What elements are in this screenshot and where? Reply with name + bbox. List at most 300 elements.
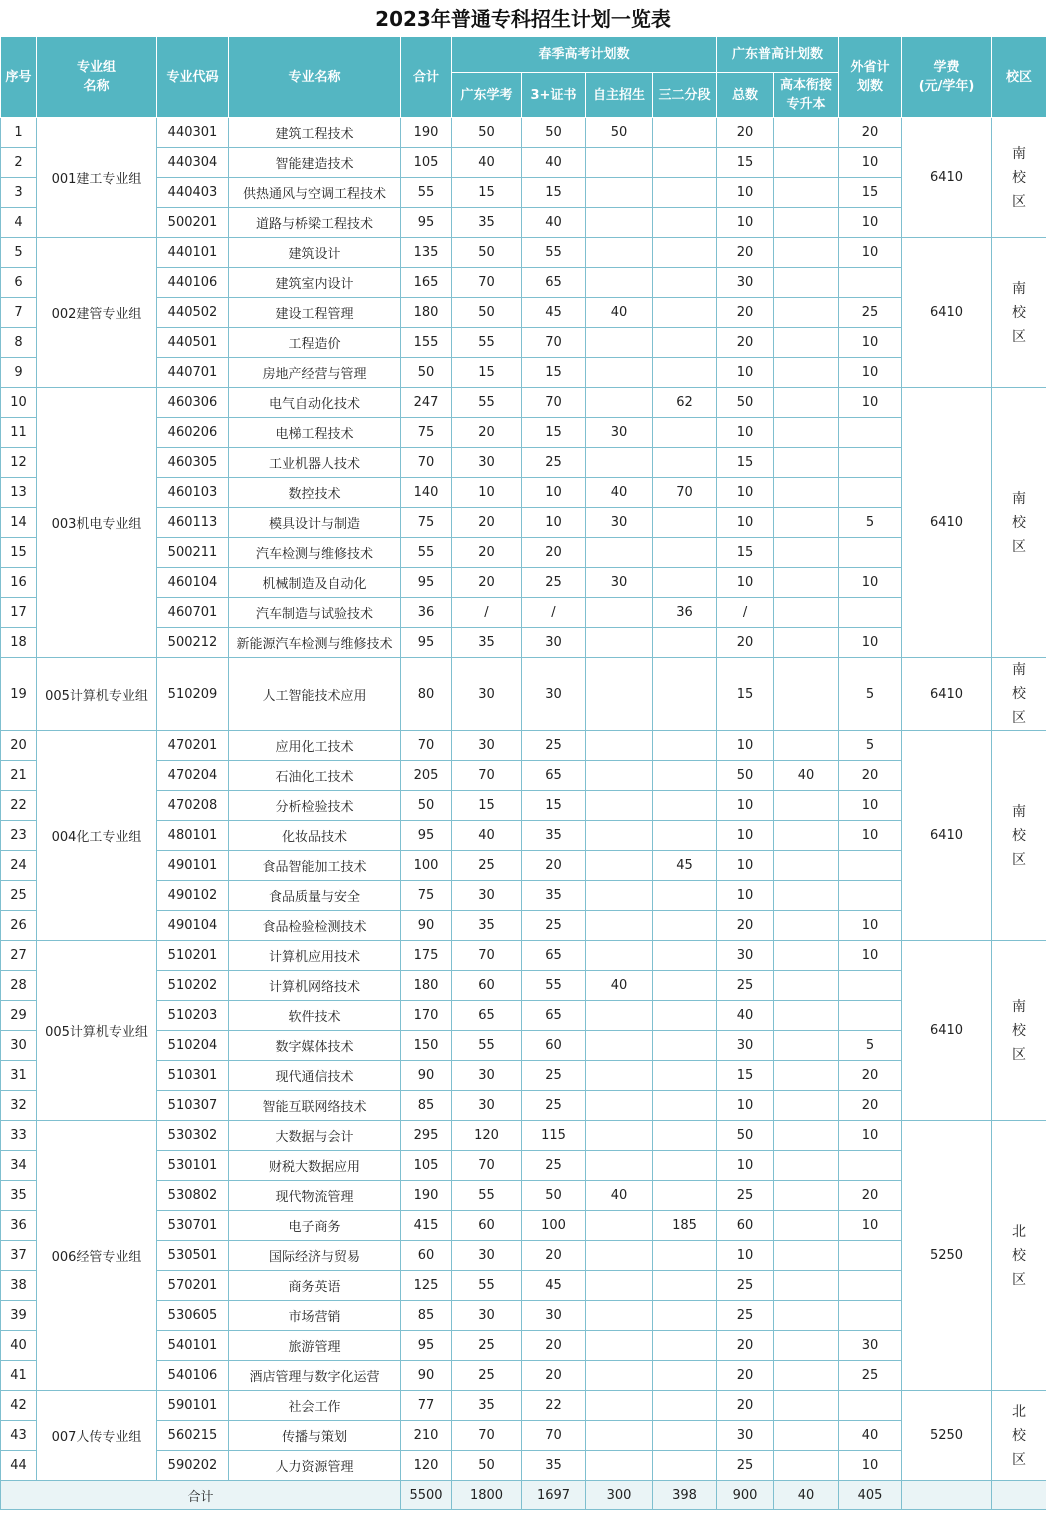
cell-gaoben	[774, 1091, 839, 1121]
cell-outer: 5	[839, 731, 902, 761]
cell-pg-total: 10	[717, 881, 774, 911]
cell-seq: 36	[1, 1211, 37, 1241]
cell-seq: 6	[1, 268, 37, 298]
cell-code: 510202	[157, 971, 229, 1001]
cell-total: 90	[401, 1061, 452, 1091]
cell-gd-xuekao: 35	[452, 628, 522, 658]
table-row	[1, 358, 1046, 388]
cell-cert: 30	[522, 1301, 586, 1331]
cell-outer	[839, 448, 902, 478]
campus-char: 校	[1012, 514, 1027, 531]
cell-gd-xuekao: 70	[452, 761, 522, 791]
cell-major-name: 房地产经营与管理	[229, 358, 401, 388]
cell-campus	[992, 388, 1046, 658]
campus-char: 校	[1012, 1022, 1027, 1039]
cell-self	[586, 388, 653, 418]
cell-cert: 65	[522, 941, 586, 971]
total-value: 5500	[401, 1481, 452, 1510]
cell-code: 440701	[157, 358, 229, 388]
cell-code: 460306	[157, 388, 229, 418]
cell-gaoben	[774, 1361, 839, 1391]
cell-major-name: 软件技术	[229, 1001, 401, 1031]
cell-total: 180	[401, 971, 452, 1001]
cell-code: 460206	[157, 418, 229, 448]
cell-total: 165	[401, 268, 452, 298]
table-row	[1, 1091, 1046, 1121]
cell-gaoben	[774, 208, 839, 238]
total-label: 合计	[1, 1481, 401, 1510]
cell-gaoben	[774, 268, 839, 298]
page-title: 2023年普通专科招生计划一览表	[375, 7, 671, 31]
cell-self	[586, 1451, 653, 1481]
cell-self	[586, 1421, 653, 1451]
cell-total: 90	[401, 911, 452, 941]
cell-gd-xuekao: 40	[452, 821, 522, 851]
cell-code: 560215	[157, 1421, 229, 1451]
cell-outer: 25	[839, 298, 902, 328]
campus-char: 区	[1012, 538, 1027, 555]
cell-major-name: 建筑设计	[229, 238, 401, 268]
header-gd-xuekao: 广东学考	[452, 73, 522, 118]
cell-seq: 39	[1, 1301, 37, 1331]
total-value: 1800	[452, 1481, 522, 1510]
cell-cert: 25	[522, 1061, 586, 1091]
cell-cert: 65	[522, 268, 586, 298]
cell-total: 210	[401, 1421, 452, 1451]
cell-seq: 13	[1, 478, 37, 508]
cell-major-name: 食品质量与安全	[229, 881, 401, 911]
cell-major-name: 智能互联网络技术	[229, 1091, 401, 1121]
cell-seq: 18	[1, 628, 37, 658]
cell-gaoben	[774, 598, 839, 628]
cell-gaoben	[774, 568, 839, 598]
cell-campus	[992, 1121, 1046, 1391]
cell-seq: 8	[1, 328, 37, 358]
header-fee: 学费 (元/学年)	[902, 37, 992, 118]
cell-code: 510204	[157, 1031, 229, 1061]
cell-three-two	[653, 881, 717, 911]
cell-outer: 10	[839, 791, 902, 821]
cell-major-name: 模具设计与制造	[229, 508, 401, 538]
total-value: 405	[839, 1481, 902, 1510]
cell-gd-xuekao: 30	[452, 658, 522, 731]
cell-gaoben	[774, 448, 839, 478]
cell-total: 155	[401, 328, 452, 358]
cell-major-name: 大数据与会计	[229, 1121, 401, 1151]
table-row	[1, 1241, 1046, 1271]
cell-gaoben	[774, 1001, 839, 1031]
cell-code: 440106	[157, 268, 229, 298]
cell-major-name: 数控技术	[229, 478, 401, 508]
cell-code: 510301	[157, 1061, 229, 1091]
cell-gaoben	[774, 1331, 839, 1361]
cell-gaoben	[774, 1421, 839, 1451]
cell-gaoben	[774, 418, 839, 448]
cell-outer: 10	[839, 388, 902, 418]
cell-self: 40	[586, 298, 653, 328]
cell-major-name: 传播与策划	[229, 1421, 401, 1451]
cell-outer: 10	[839, 821, 902, 851]
cell-code: 500211	[157, 538, 229, 568]
cell-seq: 30	[1, 1031, 37, 1061]
cell-cert: /	[522, 598, 586, 628]
table-row	[1, 881, 1046, 911]
cell-major-name: 供热通风与空调工程技术	[229, 178, 401, 208]
cell-pg-total: 15	[717, 538, 774, 568]
cell-three-two	[653, 971, 717, 1001]
cell-cert: 45	[522, 298, 586, 328]
cell-code: 530501	[157, 1241, 229, 1271]
cell-major-name: 工业机器人技术	[229, 448, 401, 478]
cell-gaoben	[774, 508, 839, 538]
cell-pg-total: 25	[717, 1271, 774, 1301]
cell-cert: 25	[522, 1091, 586, 1121]
cell-pg-total: 50	[717, 388, 774, 418]
cell-gaoben	[774, 1271, 839, 1301]
cell-pg-total: 20	[717, 328, 774, 358]
cell-three-two	[653, 1361, 717, 1391]
cell-code: 590202	[157, 1451, 229, 1481]
cell-total: 105	[401, 148, 452, 178]
campus-char: 校	[1012, 304, 1027, 321]
table-row	[1, 1361, 1046, 1391]
cell-three-two	[653, 358, 717, 388]
cell-gd-xuekao: 70	[452, 1151, 522, 1181]
cell-self	[586, 448, 653, 478]
cell-self	[586, 328, 653, 358]
cell-major-name: 社会工作	[229, 1391, 401, 1421]
table-row	[1, 851, 1046, 881]
cell-three-two	[653, 328, 717, 358]
cell-campus	[992, 731, 1046, 941]
cell-gd-xuekao: 35	[452, 1391, 522, 1421]
cell-self	[586, 178, 653, 208]
cell-cert: 50	[522, 118, 586, 148]
cell-code: 460103	[157, 478, 229, 508]
table-row	[1, 238, 1046, 268]
cell-major-name: 工程造价	[229, 328, 401, 358]
cell-three-two	[653, 1181, 717, 1211]
cell-cert: 25	[522, 448, 586, 478]
cell-seq: 26	[1, 911, 37, 941]
campus-char: 区	[1012, 1451, 1027, 1468]
cell-code: 440301	[157, 118, 229, 148]
header-name: 专业名称	[229, 37, 401, 118]
table-row	[1, 538, 1046, 568]
cell-outer: 10	[839, 238, 902, 268]
cell-cert: 55	[522, 238, 586, 268]
cell-code: 470204	[157, 761, 229, 791]
table-row	[1, 268, 1046, 298]
cell-major-name: 计算机应用技术	[229, 941, 401, 971]
cell-outer	[839, 1001, 902, 1031]
cell-self: 40	[586, 1181, 653, 1211]
cell-seq: 17	[1, 598, 37, 628]
cell-three-two: 70	[653, 478, 717, 508]
cell-cert: 20	[522, 851, 586, 881]
cell-self	[586, 1121, 653, 1151]
cell-outer	[839, 268, 902, 298]
cell-self	[586, 851, 653, 881]
cell-cert: 35	[522, 821, 586, 851]
cell-three-two	[653, 1421, 717, 1451]
cell-total: 70	[401, 448, 452, 478]
cell-total: 75	[401, 418, 452, 448]
cell-self: 30	[586, 418, 653, 448]
cell-major-name: 智能建造技术	[229, 148, 401, 178]
campus-char: 校	[1012, 827, 1027, 844]
table-row	[1, 448, 1046, 478]
cell-total: 80	[401, 658, 452, 731]
cell-major-name: 食品智能加工技术	[229, 851, 401, 881]
cell-three-two	[653, 538, 717, 568]
cell-self	[586, 1241, 653, 1271]
cell-cert: 15	[522, 178, 586, 208]
cell-three-two	[653, 911, 717, 941]
cell-gd-xuekao: 30	[452, 1091, 522, 1121]
cell-pg-total: 10	[717, 731, 774, 761]
cell-gd-xuekao: 65	[452, 1001, 522, 1031]
cell-total: 415	[401, 1211, 452, 1241]
cell-cert: 10	[522, 478, 586, 508]
cell-pg-total: 10	[717, 478, 774, 508]
table-row	[1, 971, 1046, 1001]
cell-three-two	[653, 208, 717, 238]
cell-gd-xuekao: 35	[452, 911, 522, 941]
cell-gaoben	[774, 1031, 839, 1061]
cell-gd-xuekao: 70	[452, 268, 522, 298]
cell-total: 60	[401, 1241, 452, 1271]
cell-gaoben	[774, 851, 839, 881]
cell-cert: 45	[522, 1271, 586, 1301]
cell-three-two	[653, 178, 717, 208]
cell-three-two: 62	[653, 388, 717, 418]
cell-three-two	[653, 761, 717, 791]
cell-cert: 115	[522, 1121, 586, 1151]
cell-outer: 10	[839, 148, 902, 178]
cell-outer	[839, 478, 902, 508]
cell-gd-xuekao: 25	[452, 851, 522, 881]
cell-total: 205	[401, 761, 452, 791]
cell-pg-total: 10	[717, 358, 774, 388]
cell-three-two: 185	[653, 1211, 717, 1241]
cell-pg-total: 15	[717, 1061, 774, 1091]
cell-major-name: 化妆品技术	[229, 821, 401, 851]
cell-gaoben	[774, 118, 839, 148]
cell-seq: 22	[1, 791, 37, 821]
cell-cert: 30	[522, 628, 586, 658]
cell-code: 510209	[157, 658, 229, 731]
cell-major-name: 人工智能技术应用	[229, 658, 401, 731]
cell-pg-total: 50	[717, 761, 774, 791]
cell-campus	[992, 118, 1046, 238]
cell-three-two	[653, 1031, 717, 1061]
cell-code: 460113	[157, 508, 229, 538]
cell-self	[586, 268, 653, 298]
cell-cert: 55	[522, 971, 586, 1001]
cell-seq: 1	[1, 118, 37, 148]
cell-code: 440101	[157, 238, 229, 268]
cell-pg-total: 10	[717, 1151, 774, 1181]
table-body	[1, 118, 1046, 1510]
cell-major-name: 数字媒体技术	[229, 1031, 401, 1061]
cell-gd-xuekao: 15	[452, 178, 522, 208]
cell-pg-total: 30	[717, 268, 774, 298]
cell-self	[586, 1031, 653, 1061]
cell-outer: 20	[839, 1091, 902, 1121]
header-three-two: 三二分段	[653, 73, 717, 118]
total-value: 398	[653, 1481, 717, 1510]
cell-total: 105	[401, 1151, 452, 1181]
cell-code: 500201	[157, 208, 229, 238]
enrollment-plan-table	[0, 36, 1046, 1510]
cell-seq: 37	[1, 1241, 37, 1271]
cell-self: 40	[586, 971, 653, 1001]
cell-code: 510307	[157, 1091, 229, 1121]
cell-seq: 15	[1, 538, 37, 568]
cell-outer	[839, 538, 902, 568]
cell-three-two	[653, 791, 717, 821]
table-row	[1, 941, 1046, 971]
cell-code: 530302	[157, 1121, 229, 1151]
cell-gd-xuekao: 50	[452, 118, 522, 148]
cell-total: 190	[401, 1181, 452, 1211]
cell-total: 125	[401, 1271, 452, 1301]
cell-gaoben: 40	[774, 761, 839, 791]
cell-outer: 5	[839, 508, 902, 538]
cell-gaoben	[774, 881, 839, 911]
cell-major-name: 旅游管理	[229, 1331, 401, 1361]
cell-major-name: 国际经济与贸易	[229, 1241, 401, 1271]
table-row	[1, 911, 1046, 941]
table-row	[1, 1001, 1046, 1031]
cell-major-name: 电气自动化技术	[229, 388, 401, 418]
cell-pg-total: 15	[717, 148, 774, 178]
cell-outer: 10	[839, 911, 902, 941]
cell-self	[586, 1061, 653, 1091]
cell-seq: 25	[1, 881, 37, 911]
cell-pg-total: 10	[717, 418, 774, 448]
cell-self	[586, 358, 653, 388]
cell-total: 85	[401, 1091, 452, 1121]
cell-gd-xuekao: 60	[452, 1211, 522, 1241]
cell-code: 460104	[157, 568, 229, 598]
cell-gd-xuekao: 40	[452, 148, 522, 178]
cell-seq: 24	[1, 851, 37, 881]
cell-seq: 41	[1, 1361, 37, 1391]
cell-code: 500212	[157, 628, 229, 658]
cell-code: 540106	[157, 1361, 229, 1391]
table-row	[1, 1181, 1046, 1211]
cell-gd-xuekao: /	[452, 598, 522, 628]
table-row	[1, 598, 1046, 628]
total-value: 40	[774, 1481, 839, 1510]
cell-major-name: 汽车制造与试验技术	[229, 598, 401, 628]
cell-gaoben	[774, 1241, 839, 1271]
table-row	[1, 328, 1046, 358]
cell-pg-total: 25	[717, 1181, 774, 1211]
table-row	[1, 1301, 1046, 1331]
cell-gaoben	[774, 538, 839, 568]
cell-major-name: 商务英语	[229, 1271, 401, 1301]
cell-three-two: 45	[653, 851, 717, 881]
table-row	[1, 1271, 1046, 1301]
cell-group-name: 005计算机专业组	[37, 941, 157, 1121]
table-row	[1, 388, 1046, 418]
cell-outer	[839, 1271, 902, 1301]
cell-seq: 19	[1, 658, 37, 731]
cell-gaoben	[774, 731, 839, 761]
cell-total: 75	[401, 508, 452, 538]
cell-self	[586, 1271, 653, 1301]
cell-major-name: 人力资源管理	[229, 1451, 401, 1481]
total-value: 900	[717, 1481, 774, 1510]
cell-three-two	[653, 1091, 717, 1121]
cell-self	[586, 731, 653, 761]
table-row	[1, 148, 1046, 178]
cell-self: 50	[586, 118, 653, 148]
cell-seq: 32	[1, 1091, 37, 1121]
cell-gd-xuekao: 30	[452, 1061, 522, 1091]
cell-gaoben	[774, 658, 839, 731]
cell-gd-xuekao: 30	[452, 731, 522, 761]
cell-pg-total: 10	[717, 568, 774, 598]
cell-group-name: 002建管专业组	[37, 238, 157, 388]
cell-major-name: 电子商务	[229, 1211, 401, 1241]
cell-gaoben	[774, 148, 839, 178]
cell-seq: 3	[1, 178, 37, 208]
cell-three-two	[653, 118, 717, 148]
cell-self: 40	[586, 478, 653, 508]
cell-group-name: 007人传专业组	[37, 1391, 157, 1481]
cell-campus	[992, 941, 1046, 1121]
cell-cert: 20	[522, 1361, 586, 1391]
campus-char: 校	[1012, 1247, 1027, 1264]
cell-code: 570201	[157, 1271, 229, 1301]
cell-three-two	[653, 1331, 717, 1361]
cell-outer: 10	[839, 328, 902, 358]
header-seq: 序号	[1, 37, 37, 118]
campus-char: 南	[1012, 662, 1027, 678]
cell-code: 510201	[157, 941, 229, 971]
cell-three-two	[653, 731, 717, 761]
cell-outer: 10	[839, 568, 902, 598]
cell-three-two	[653, 568, 717, 598]
cell-total: 95	[401, 208, 452, 238]
cell-seq: 40	[1, 1331, 37, 1361]
cell-cert: 70	[522, 328, 586, 358]
total-value: 300	[586, 1481, 653, 1510]
cell-total: 100	[401, 851, 452, 881]
cell-three-two	[653, 658, 717, 731]
cell-gaoben	[774, 1301, 839, 1331]
cell-gd-xuekao: 30	[452, 881, 522, 911]
cell-gd-xuekao: 20	[452, 508, 522, 538]
cell-gd-xuekao: 55	[452, 1031, 522, 1061]
cell-three-two	[653, 821, 717, 851]
cell-seq: 31	[1, 1061, 37, 1091]
total-value: 1697	[522, 1481, 586, 1510]
cell-total: 55	[401, 538, 452, 568]
cell-total: 77	[401, 1391, 452, 1421]
campus-char: 区	[1012, 1046, 1027, 1063]
cell-pg-total: 25	[717, 971, 774, 1001]
table-row	[1, 1331, 1046, 1361]
cell-three-two	[653, 941, 717, 971]
cell-cert: 30	[522, 658, 586, 731]
cell-code: 540101	[157, 1331, 229, 1361]
cell-total: 180	[401, 298, 452, 328]
